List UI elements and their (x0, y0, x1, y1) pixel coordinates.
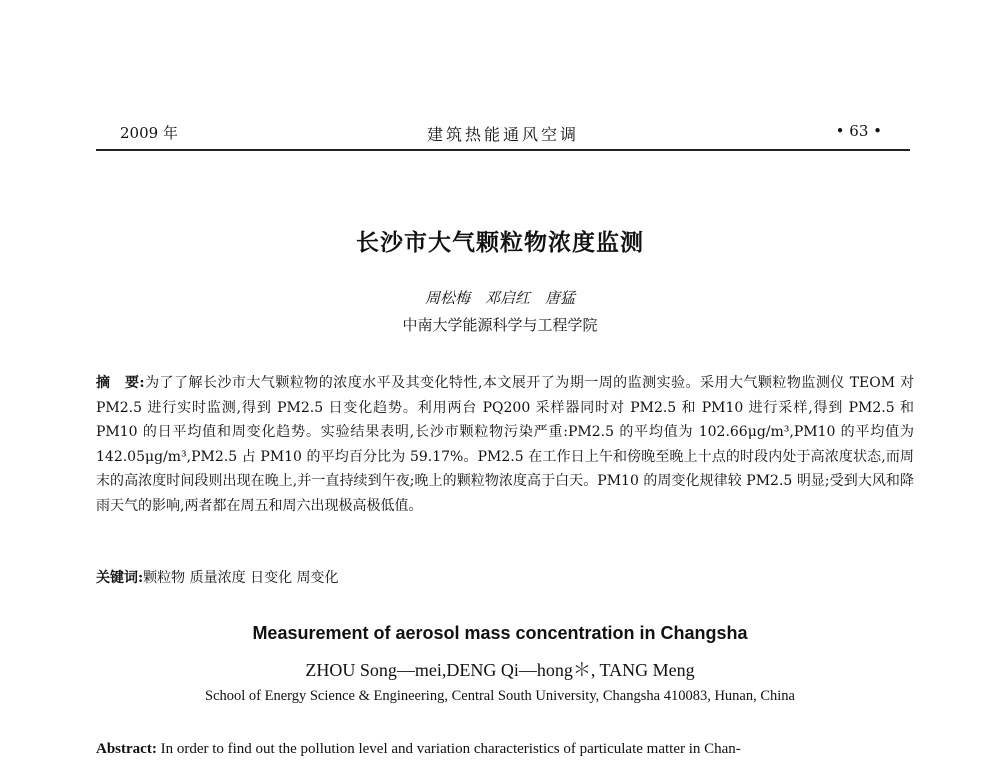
keywords-cn (96, 567, 914, 587)
article-title-cn: 长沙市大气颗粒物浓度监测 (356, 230, 644, 256)
abstract-cn-text: 为了了解长沙市大气颗粒物的浓度水平及其变化特性,本文展开了为期一周的监测实验。采用大气颗粒物监测仪 TEOM 对 PM2.5 进行实时监测,得到 PM2.5 日变化趋势。利用两台 PQ200 采样器同时对 PM2.5 和 PM10 进行采样,得到 PM2.5 和 PM10 的日平均值和周变化趋势。实验结果表明,长沙市颗粒物污染严重:PM2.5 的平均值为 102.66μg/m³,PM10 的平均值为 142.05μg/m³,PM2.5 占 PM10 的平均百分比为 59.17%。PM2.5 在工作日上午和傍晚至晚上十点的时段内处于高浓度状态,而周末的高浓度时间段则出现在晚上,并一直持续到午夜;晚上的颗粒物浓度高于白天。PM10 的周变化规律较 PM2.5 明显;受到大风和降雨天气的影响,两者都在周五和周六出现极高极低值。 (96, 375, 914, 514)
affiliation-cn: 中南大学能源科学与工程学院 (402, 316, 598, 334)
abstract-en-label: Abstract: (96, 741, 157, 757)
article-title-en: Measurement of aerosol mass concentration in Changsha (252, 623, 748, 643)
keywords-cn-text: 颗粒物 质量浓度 日变化 周变化 (143, 570, 339, 586)
authors-en: ZHOU Song—mei,DENG Qi—hong＊, TANG Meng (305, 660, 695, 680)
abstract-cn-label: 摘 要: (96, 375, 145, 391)
abstract-en (96, 741, 914, 758)
abstract-cn (96, 371, 914, 519)
header-journal-name: 建筑热能通风空调 (426, 125, 579, 144)
running-header (96, 122, 910, 148)
abstract-en-text: In order to find out the pollution level and variation characteristics of particulate matter in Chan- (160, 741, 741, 757)
header-year: 2009 年 (120, 124, 178, 142)
keywords-cn-label: 关键词: (96, 570, 144, 586)
header-page-number: • 63 • (835, 122, 882, 140)
header-rule (96, 149, 910, 151)
authors-cn: 周松梅 邓启红 唐猛 (424, 289, 575, 307)
affiliation-en: School of Energy Science & Engineering, Central South University, Changsha 410083, Hunan, China (205, 688, 795, 704)
